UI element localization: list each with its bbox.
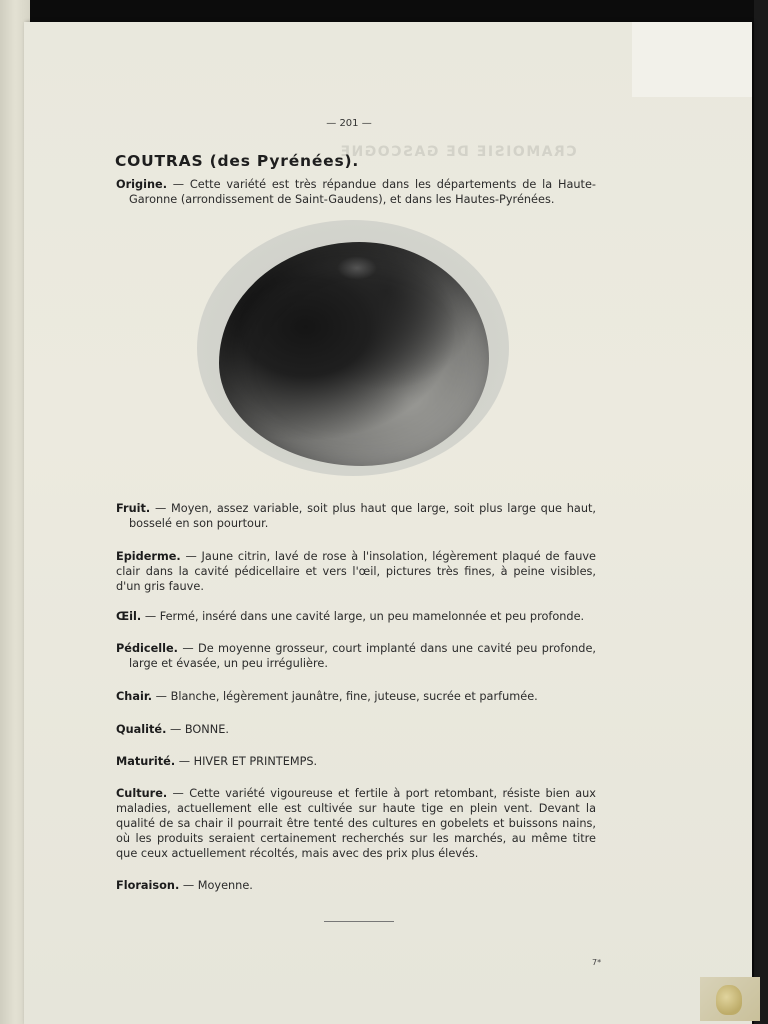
section-pedicelle: Pédicelle. — De moyenne grosseur, court implanté dans une cavité peu profonde, large et évasée, un peu irrégulière. (116, 642, 596, 670)
end-rule (324, 921, 394, 922)
section-floraison: Floraison. — Moyenne. (116, 879, 253, 892)
apple-fruit-image (219, 242, 489, 466)
signature-mark: 7* (592, 958, 602, 967)
book-page (24, 22, 752, 1024)
page-number: — 201 — (326, 118, 372, 129)
section-epiderme: Epiderme. — Jaune citrin, lavé de rose à l'insolation, légèrement plaqué de fauve clair dans la cavité pédicellaire et vers l'œil, pictures très fines, à peine visibles, d'un gris fauve. (116, 550, 596, 593)
section-label: Œil. (116, 610, 142, 623)
section-label: Origine. (116, 178, 168, 191)
section-label: Chair. (116, 690, 153, 703)
apple-photograph (197, 220, 509, 476)
section-fruit: Fruit. — Moyen, assez variable, soit plus haut que large, soit plus large que haut, bosselé en son pourtour. (116, 502, 596, 530)
section-origine (116, 177, 596, 207)
section-culture: Culture. — Cette variété vigoureuse et fertile à port retombant, résiste bien aux maladies, actuellement elle est cultivée sur haute tige en plein vent. Devant la qualité de sa chair il pourrait être tenté des cultures en gobelets et buissons nains, où les produits seraient certainement recherchés sur les marchés, au même titre que ceux actuellement récoltés, mais avec des prix plus élevés. (116, 787, 596, 860)
section-label: Culture. (116, 787, 168, 800)
page-title: COUTRAS (des Pyrénées). (115, 152, 360, 170)
section-label: Floraison. (116, 879, 180, 892)
section-label: Qualité. (116, 723, 167, 736)
section-label: Epiderme. (116, 550, 181, 563)
section-qualite: Qualité. — BONNE. (116, 723, 229, 736)
section-label: Fruit. (116, 502, 151, 515)
section-chair: Chair. — Blanche, légèrement jaunâtre, fine, juteuse, sucrée et parfumée. (116, 690, 538, 703)
section-first-line: Origine. — Cette variété est très répandue dans les départements de la Haute- (116, 178, 596, 191)
section-label: Pédicelle. (116, 642, 178, 655)
section-label: Maturité. (116, 755, 176, 768)
bleed-through-heading: CRAMOISIE DE GASCOGNE (339, 144, 577, 160)
section-oeil: Œil. — Fermé, inséré dans une cavité large, un peu mamelonnée et peu profonde. (116, 610, 585, 623)
page-corner-highlight (632, 22, 752, 97)
background-edge (754, 0, 768, 1024)
section-maturite: Maturité. — HIVER ET PRINTEMPS. (116, 755, 318, 768)
corner-thumbnail-image (700, 977, 760, 1021)
apple-stalk-cavity (337, 256, 377, 280)
section-continuation: Garonne (arrondissement de Saint-Gaudens), et dans les Hautes-Pyrénées. (129, 193, 555, 206)
